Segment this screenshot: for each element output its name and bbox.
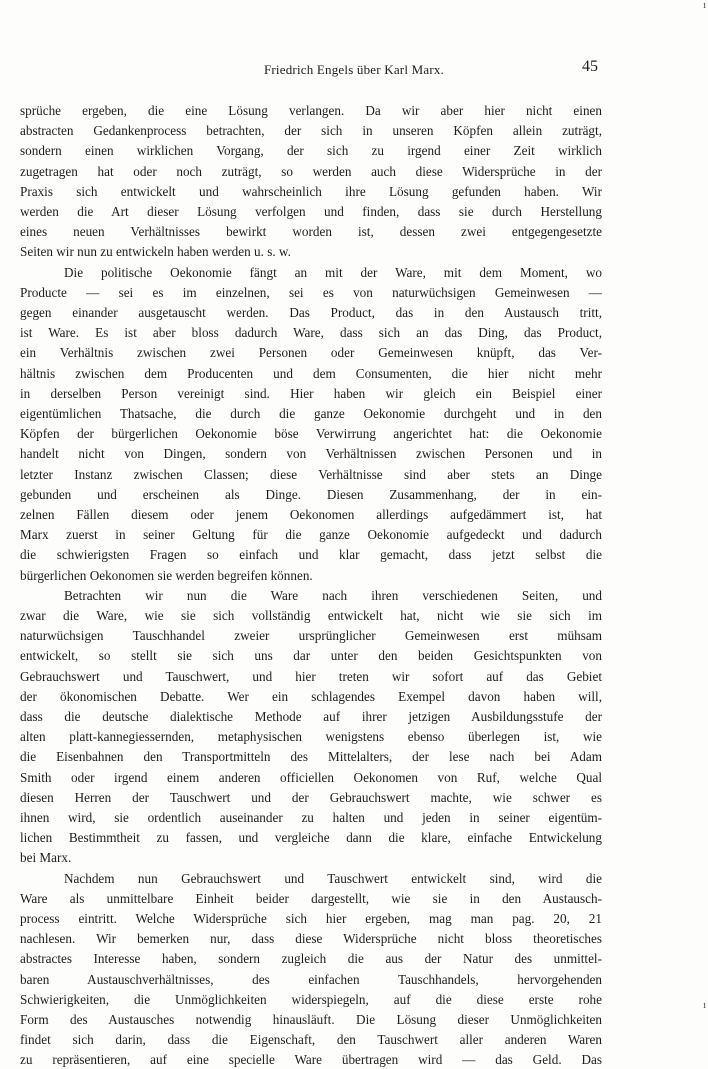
text-line: Betrachten wir nun die Ware nach ihren verschiedenen Seiten, und [64, 587, 602, 603]
text-line: in derselben Person vereinigt sind. Hier haben wir gleich ein Beispiel einer [20, 385, 602, 401]
scan-edge-mark: ı [703, 1000, 706, 1011]
text-line: ein Verhältnis zwischen zwei Personen oder Gemeinwesen knüpft, das Ver- [20, 345, 602, 361]
text-line: nachlesen. Wir bemerken nur, dass diese Widersprüche nicht bloss theoretisches [20, 931, 602, 947]
text-line: Schwierigkeiten, die Unmöglichkeiten widerspiegeln, auf die diese erste rohe [20, 991, 602, 1007]
text-line: lichen Bestimmtheit zu fassen, und vergleiche dann die klare, einfache Entwickelung [20, 830, 602, 846]
text-line: sondern einen wirklichen Vorgang, der sich zu irgend einer Zeit wirklich [20, 143, 602, 159]
text-line: Die politische Oekonomie fängt an mit der Ware, mit dem Moment, wo [64, 264, 602, 280]
text-line: bürgerlichen Oekonomen sie werden begreifen können. [20, 567, 313, 583]
text-line: Gebrauchswert und Tauschwert, und hier treten wir sofort auf das Gebiet [20, 668, 602, 684]
text-line: process eintritt. Welche Widersprüche sich hier ergeben, mag man pag. 20, 21 [20, 911, 602, 926]
text-line: handelt nicht von Dingen, sondern von Verhältnissen zwischen Personen und in [20, 446, 602, 462]
text-line: findet sich darin, dass die Eigenschaft, den Tauschwert aller anderen Waren [20, 1032, 602, 1048]
text-line: abstracten Gedankenprocess betrachten, der sich in unseren Köpfen allein zuträgt, [20, 123, 602, 139]
text-line: alten platt-kannegiessernden, metaphysischen wenigstens ebenso überlegen ist, wie [20, 729, 602, 745]
text-line: Nachdem nun Gebrauchswert und Tauschwert entwickelt sind, wird die [64, 870, 602, 886]
text-line: naturwüchsigen Tauschhandel zweier ursprünglicher Gemeinwesen erst mühsam [20, 628, 602, 644]
text-line: eines neuen Verhältnisses bewirkt worden ist, dessen zwei entgegengesetzte [20, 224, 602, 240]
text-line: Ware als unmittelbare Einheit beider dargestellt, wie sie in den Austausch- [20, 890, 602, 906]
text-line: zelnen Fällen diesem oder jenem Oekonomen allerdings aufgedämmert ist, hat [20, 507, 602, 522]
text-line: gebunden und erscheinen als Dinge. Diesen Zusammenhang, der in ein- [20, 486, 602, 502]
text-line: zugetragen hat oder noch zuträgt, so werden auch diese Widersprüche in der [20, 163, 602, 179]
text-line: ihnen wird, sie ordentlich auseinander zu halten und jeden in seiner eigentüm- [20, 810, 602, 825]
text-line: zwar die Ware, wie sie sich vollständig entwickelt hat, nicht wie sie sich im [20, 608, 602, 623]
text-line: zu repräsentieren, auf eine specielle Ware übertragen wird — das Geld. Das [20, 1052, 602, 1068]
text-line: werden die Art dieser Lösung verfolgen und finden, dass sie durch Herstellung [20, 204, 602, 219]
text-line: entwickelt, so stellt sie sich uns dar unter den beiden Gesichtspunkten von [20, 648, 602, 664]
text-line: Köpfen der bürgerlichen Oekonomie böse Verwirrung angerichtet hat: die Oekonomie [20, 426, 602, 442]
text-line: diesen Herren der Tauschwert und der Gebrauchswert machte, wie schwer es [20, 789, 602, 805]
text-line: ist Ware. Es ist aber bloss dadurch Ware, dass sich an das Ding, das Product, [20, 325, 602, 341]
text-line: baren Austauschverhältnisses, des einfachen Tauschhandels, hervorgehenden [20, 971, 602, 987]
text-line: Form des Austausches notwendig hinausläuft. Die Lösung dieser Unmöglichkeiten [20, 1012, 602, 1027]
text-line: die schwierigsten Fragen so einfach und klar gemacht, dass jetzt selbst die [20, 547, 602, 563]
text-line: Producte — sei es im einzelnen, sei es von naturwüchsigen Gemeinwesen — [20, 284, 602, 300]
text-line: hältnis zwischen dem Producenten und dem Consumenten, die hier nicht mehr [20, 365, 602, 381]
text-line: Seiten wir nun zu entwickeln haben werden u. s. w. [20, 244, 291, 260]
running-header: Friedrich Engels über Karl Marx. [263, 62, 445, 77]
text-line: gegen einander ausgetauscht werden. Das Product, das in den Austausch tritt, [20, 305, 602, 320]
text-line: dass die deutsche dialektische Methode auf ihrer jetzigen Ausbildungsstufe der [20, 709, 602, 724]
text-line: Praxis sich entwickelt und wahrscheinlich ihre Lösung gefunden haben. Wir [20, 183, 602, 199]
text-line: sprüche ergeben, die eine Lösung verlangen. Da wir aber hier nicht einen [20, 103, 602, 118]
text-line: Smith oder irgend einem anderen officiellen Oekonomen von Ruf, welche Qual [20, 769, 602, 785]
text-line: eigentümlichen Thatsache, die durch die ganze Oekonomie durchgeht und in den [20, 406, 602, 421]
text-line: die Eisenbahnen den Transportmitteln des Mittelalters, der lese nach bei Adam [20, 749, 602, 765]
text-line: letzter Instanz zwischen Classen; diese Verhältnisse sind aber stets an Dinge [20, 466, 602, 482]
text-line: Marx zuerst in seiner Geltung für die ganze Oekonomie aufgedeckt und dadurch [20, 527, 602, 543]
text-line: bei Marx. [20, 850, 72, 866]
text-line: abstractes Interesse haben, sondern zugleich die aus der Natur des unmittel- [20, 951, 602, 967]
text-line: der ökonomischen Debatte. Wer ein schlagendes Exempel davon haben will, [20, 688, 602, 704]
page-number: 45 [582, 58, 598, 75]
scan-edge-mark: ı [703, 0, 706, 11]
